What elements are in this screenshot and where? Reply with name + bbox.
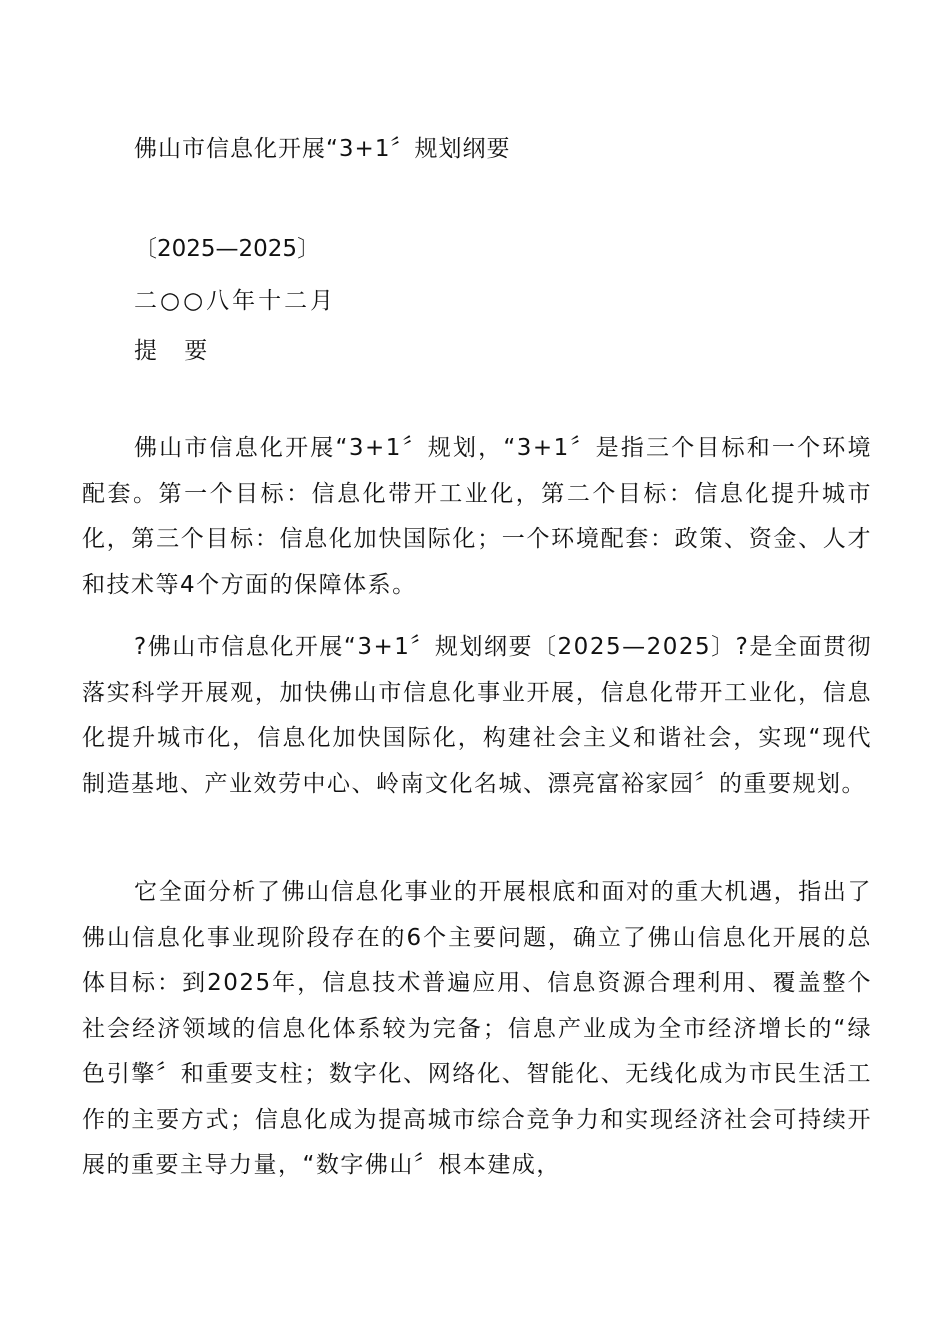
paragraph-3: 它全面分析了佛山信息化事业的开展根底和面对的重大机遇，指出了佛山信息化事业现阶段存在的6个主要问题，确立了佛山信息化开展的总体目标：到2025年，信息技术普遍应用、信息资源合理利用、覆盖整个社会经济领域的信息化体系较为完备；信息产业成为全市经济增长的“绿色引擎〞和重要支柱；数字化、网络化、智能化、无线化成为市民生活工作的主要方式；信息化成为提高城市综合竞争力和实现经济社会可持续开展的重要主导力量，“数字佛山〞根本建成， (82, 879, 872, 1178)
paragraph-1: 佛山市信息化开展“3+1〞规划，“3+1〞是指三个目标和一个环境配套。第一个目标：信息化带开工业化，第二个目标：信息化提升城市化，第三个目标：信息化加快国际化；一个环境配套：政策、资金、人才和技术等4个方面的保障体系。 (82, 435, 872, 598)
section-heading: 提 要 (134, 338, 218, 364)
plan-period: 〔2025—2025〕 (134, 236, 321, 262)
publish-date: 二○○八年十二月 (134, 288, 337, 314)
paragraph-2: ?佛山市信息化开展“3+1〞规划纲要〔2025—2025〕?是全面贯彻落实科学开展观，加快佛山市信息化事业开展，信息化带开工业化，信息化提升城市化，信息化加快国际化，构建社会主义和谐社会，实现“现代制造基地、产业效劳中心、岭南文化名城、漂亮富裕家园〞的重要规划。 (82, 634, 872, 797)
document-title: 佛山市信息化开展“3+1〞规划纲要 (134, 136, 511, 162)
